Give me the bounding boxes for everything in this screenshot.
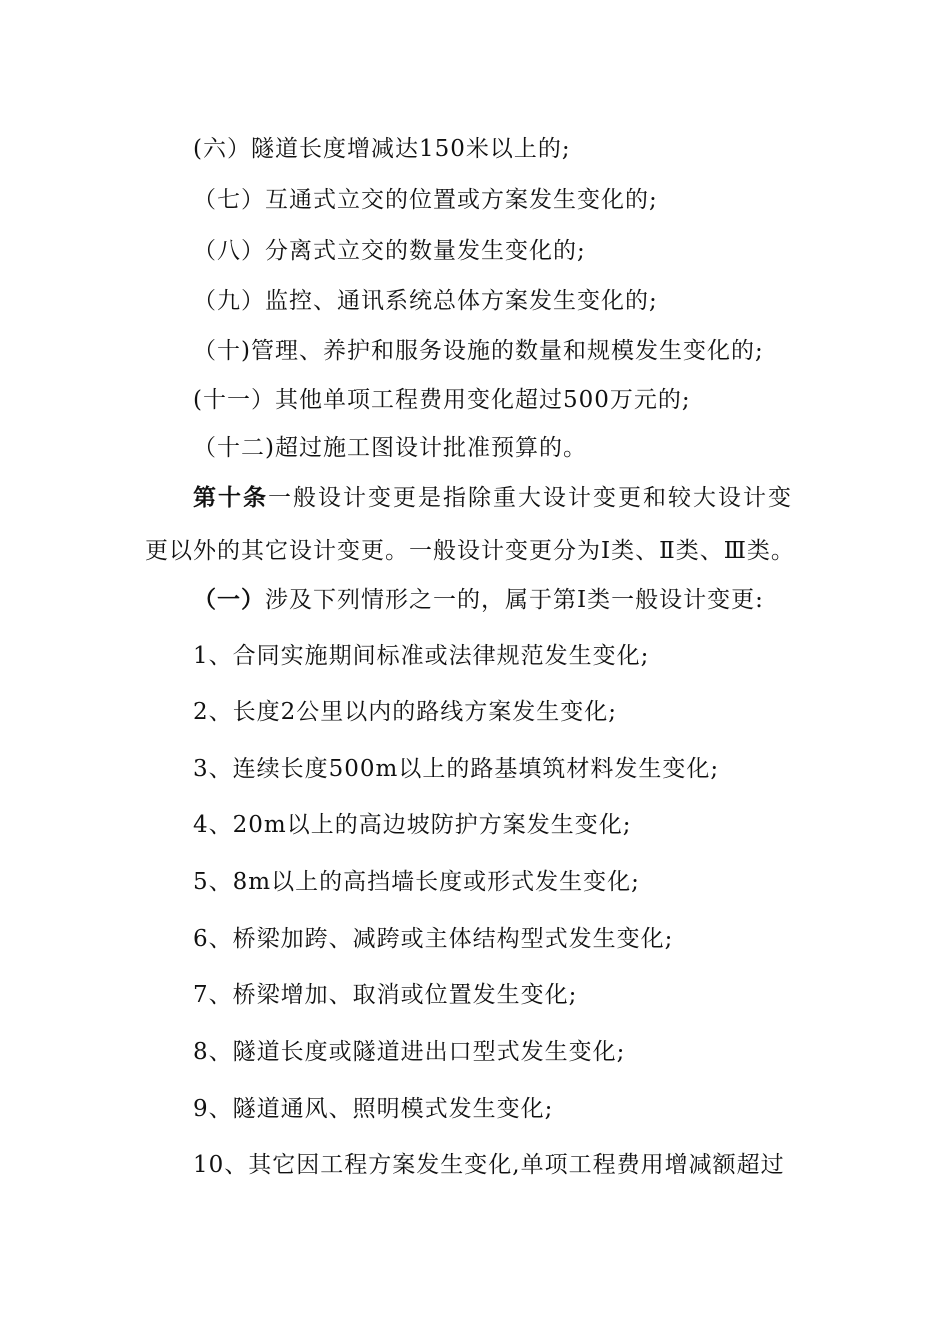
- subsection-one-text: 涉及下列情形之一的，属于第Ⅰ类一般设计变更:: [265, 587, 764, 613]
- clause-nine: （九）监控、通讯系统总体方案发生变化的;: [193, 288, 658, 314]
- article-ten-line-1: [193, 483, 793, 513]
- list-item: 1、合同实施期间标准或法律规范发生变化;: [193, 643, 650, 669]
- list-item: 8、隧道长度或隧道进出口型式发生变化;: [193, 1039, 626, 1065]
- subsection-one: [193, 585, 764, 615]
- list-item: 10、其它因工程方案发生变化,单项工程费用增减额超过: [193, 1152, 785, 1178]
- article-ten-text: 一般设计变更是指除重大设计变更和较大设计变: [268, 485, 793, 511]
- clause-eight: （八）分离式立交的数量发生变化的;: [193, 238, 586, 264]
- list-item: 4、20m以上的高边坡防护方案发生变化;: [193, 812, 632, 838]
- subsection-one-label: （一）: [193, 586, 265, 613]
- clause-six: (六）隧道长度增减达150米以上的;: [193, 136, 571, 162]
- clause-seven: （七）互通式立交的位置或方案发生变化的;: [193, 187, 658, 213]
- clause-ten: （十)管理、养护和服务设施的数量和规模发生变化的;: [193, 338, 764, 364]
- clause-twelve: （十二)超过施工图设计批准预算的。: [193, 435, 587, 461]
- article-ten-heading: 第十条: [193, 484, 268, 511]
- article-ten-line-2: 更以外的其它设计变更。一般设计变更分为Ⅰ类、Ⅱ类、Ⅲ类。: [145, 538, 795, 564]
- list-item: 6、桥梁加跨、减跨或主体结构型式发生变化;: [193, 926, 674, 952]
- list-item: 3、连续长度500m以上的路基填筑材料发生变化;: [193, 756, 720, 782]
- clause-eleven: (十一）其他单项工程费用变化超过500万元的;: [193, 387, 691, 413]
- list-item: 9、隧道通风、照明模式发生变化;: [193, 1096, 554, 1122]
- list-item: 5、8m以上的高挡墙长度或形式发生变化;: [193, 869, 640, 895]
- list-item: 7、桥梁增加、取消或位置发生变化;: [193, 982, 578, 1008]
- list-item: 2、长度2公里以内的路线方案发生变化;: [193, 699, 618, 725]
